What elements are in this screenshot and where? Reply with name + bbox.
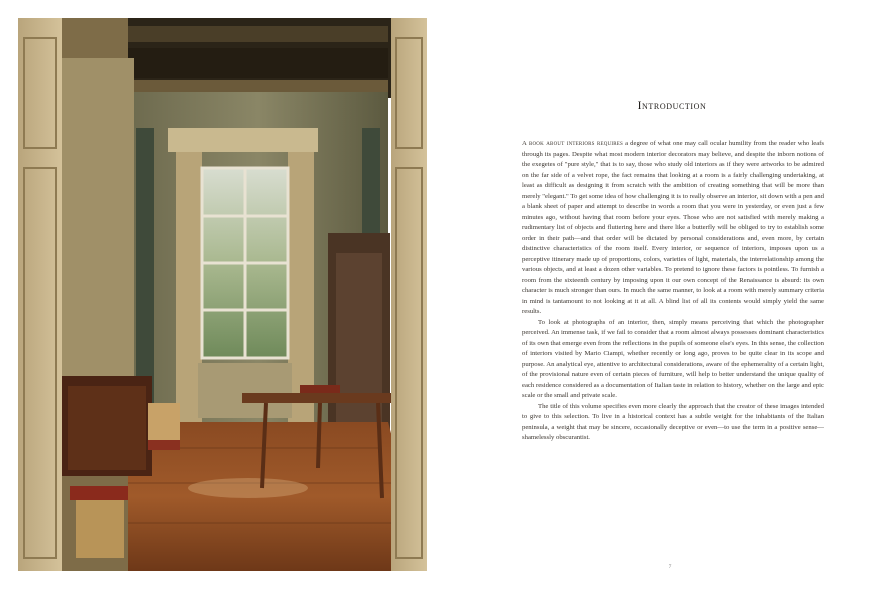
paragraph-text: The title of this volume specifies even more clearly the approach that the creator of these images intended to give to this selection. To live in a historical context has a subtle weight for the inhabitants of the Italian peninsula, a weight that may be sincere, occasionally deceptive or even—to use the term in a positive sense—shamelessly obscurantist. bbox=[522, 402, 824, 441]
paragraph-lead: A book about interiors requires bbox=[522, 140, 624, 147]
paragraph-2 bbox=[522, 318, 824, 402]
paragraph-1 bbox=[522, 139, 824, 318]
page-number: 7 bbox=[668, 564, 672, 570]
room-illustration bbox=[18, 18, 427, 571]
paragraph-3 bbox=[522, 402, 824, 444]
text-page bbox=[470, 18, 870, 571]
paragraph-text: a degree of what one may call ocular humility from the reader who leafs through its pages. Despite what most modern interior decorators may believe, and despite the inborn notions of the exegetes of "pure style," that is to say, those who study old interiors as if they were artworks to be admired on the far side of a velvet rope, the fact remains that looking at a room is a fairly challenging undertaking, at least as difficult as designing it from scratch with the ambition of creating something that will be more than merely "elegant." To get some idea of how challenging it is to really observe an interior, sit down with a pen and a blank sheet of paper and attempt to describe in words a room that you were in yesterday, or even just a few minutes ago, without having that room before your eyes. Those who are not satisfied with merely making a rudimentary list of objects and fluttering here and there like a butterfly will be obliged to try to establish some order in their path—and that order will be dictated by personal considerations and, even more, by certain distinctive characteristics of the room itself. Every interior, or sequence of interiors, imposes upon us a perceptive itinerary made up of proportions, colors, varieties of light, materials, the interrelationship among the various objects, and at least a dozen other variables. To pretend to ignore these factors is pointless. To furnish a room from the sixteenth century by imposing upon it our own concept of the Renaissance is absurd: its own character is much stronger than ours. In much the same manner, to look at a room with merely summary criteria in mind is tantamount to not looking at it at all. A blind list of all its contents would simply yield the same results. bbox=[522, 140, 824, 315]
paragraph-text: To look at photographs of an interior, then, simply means perceiving that which the photographer perceived. An immense task, if we fail to consider that a room almost always possesses dominant characteristics of its own that emerge even from the reflections in the pupils of someone else's eyes. In this sense, the collection of interiors visited by Mario Ciampi, whether recently or long ago, proves to be quite clear in its scope and purpose. An analytical eye, attentive to architectural considerations, aware of the ephemerality of a certain light, of the provisional nature even of certain pieces of furniture, will help to better understand the unique quality of each residence considered as a documentation of Italian taste in relation to history, whether on the large and epic scale or the small and private scale. bbox=[522, 318, 824, 399]
body-text bbox=[522, 139, 824, 444]
interior-photograph bbox=[18, 18, 427, 571]
page-title: Introduction bbox=[637, 100, 707, 112]
